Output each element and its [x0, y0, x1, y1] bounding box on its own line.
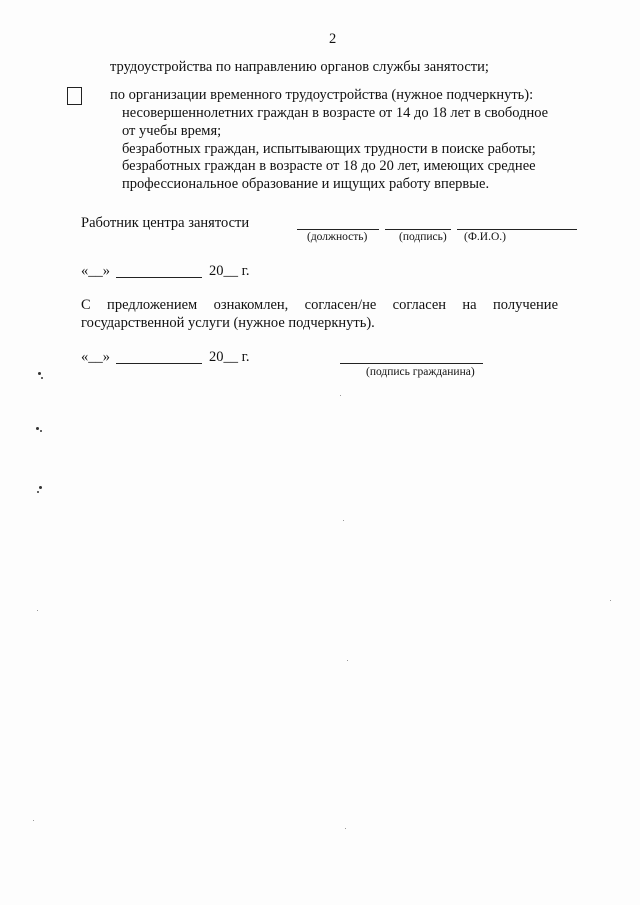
- signature-line: [385, 229, 451, 230]
- employee-label: Работник центра занятости: [81, 215, 250, 231]
- name-line: [457, 229, 577, 230]
- text-line: несовершеннолетних граждан в возрасте от 14 до 18 лет в свободное: [122, 105, 549, 121]
- scan-dot: [340, 395, 341, 396]
- caption-signature: (подпись): [399, 231, 447, 243]
- caption-name: (Ф.И.О.): [464, 231, 506, 243]
- date-year: 20__ г.: [209, 349, 250, 365]
- text-line: безработных граждан в возрасте от 18 до 20 лет, имеющих среднее: [122, 158, 536, 174]
- text-line: безработных граждан, испытывающих трудности в поиске работы;: [122, 141, 536, 157]
- date-day: «__»: [81, 263, 110, 279]
- caption-position: (должность): [307, 231, 368, 243]
- text-line: от учебы время;: [122, 123, 222, 139]
- option-checkbox[interactable]: [67, 87, 82, 105]
- caption-citizen-signature: (подпись гражданина): [366, 366, 475, 378]
- scan-dot: [345, 828, 346, 829]
- consent-text-line: С предложением ознакомлен, согласен/не согласен на получение: [81, 297, 558, 313]
- citizen-signature-line: [340, 363, 483, 364]
- date-day: «__»: [81, 349, 110, 365]
- scan-dot: [610, 600, 611, 601]
- position-line: [297, 229, 379, 230]
- scan-dot: [347, 660, 348, 661]
- scan-dot: [33, 820, 34, 821]
- scan-speck: [41, 377, 43, 379]
- date-month-line: [116, 277, 202, 278]
- scan-speck: [38, 372, 41, 375]
- date-month-line: [116, 363, 202, 364]
- consent-text-line: государственной услуги (нужное подчеркнуть).: [81, 315, 375, 331]
- page-number: 2: [329, 31, 337, 47]
- scan-dot: [37, 610, 38, 611]
- date-year: 20__ г.: [209, 263, 250, 279]
- scan-speck: [37, 491, 39, 493]
- text-line: по организации временного трудоустройства (нужное подчеркнуть):: [110, 87, 534, 103]
- scan-speck: [36, 427, 39, 430]
- scan-speck: [39, 486, 42, 489]
- text-line: профессиональное образование и ищущих работу впервые.: [122, 176, 490, 192]
- scan-speck: [40, 430, 42, 432]
- text-line: трудоустройства по направлению органов службы занятости;: [110, 59, 489, 75]
- scan-dot: [343, 520, 344, 521]
